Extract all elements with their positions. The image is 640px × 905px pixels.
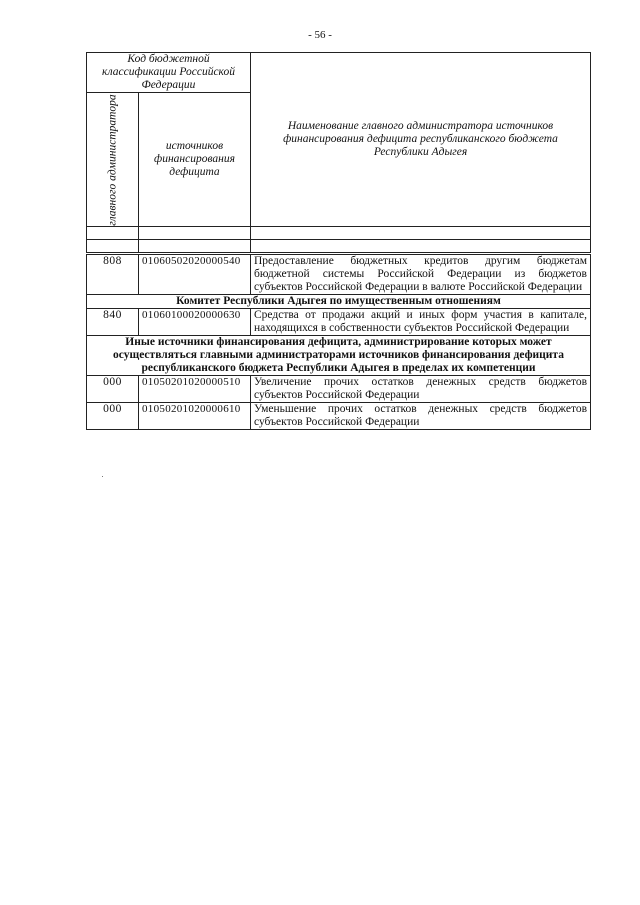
section-row	[87, 295, 591, 309]
budget-classification-table	[86, 52, 591, 430]
header-admin-column	[87, 93, 139, 227]
source-code-cell: 01060502020000540	[139, 254, 251, 295]
section-row	[87, 336, 591, 376]
spacer-cell	[87, 240, 139, 254]
page-number: - 56 -	[308, 29, 332, 41]
section-title-other-sources: Иные источники финансирования дефицита, администрирование которых может осуществляться главными администраторами источников финансирования дефицита республиканского бюджета Республики Адыгея в пределах их компетенции	[87, 336, 591, 376]
header-source-column: источников финансирования дефицита	[139, 93, 251, 227]
spacer-cell	[251, 227, 591, 240]
admin-code-cell: 840	[87, 309, 139, 336]
source-code-cell: 01060100020000630	[139, 309, 251, 336]
admin-code-cell: 000	[87, 376, 139, 403]
description-cell: Уменьшение прочих остатков денежных средств бюджетов субъектов Российской Федерации	[251, 403, 591, 430]
source-code-cell: 01050201020000510	[139, 376, 251, 403]
header-code-group: Код бюджетной классификации Российской Федерации	[87, 53, 251, 93]
header-admin-label: главного администратора	[106, 93, 118, 226]
header-administrator-name: Наименование главного администратора источников финансирования дефицита республиканского бюджета Республики Адыгея	[251, 53, 591, 227]
section-title-committee: Комитет Республики Адыгея по имущественным отношениям	[87, 295, 591, 309]
description-cell: Увеличение прочих остатков денежных средств бюджетов субъектов Российской Федерации	[251, 376, 591, 403]
table-row	[87, 254, 591, 295]
spacer-cell	[87, 227, 139, 240]
table-row	[87, 376, 591, 403]
spacer-cell	[251, 240, 591, 254]
description-cell: Предоставление бюджетных кредитов другим бюджетам бюджетной системы Российской Федерации из бюджетов субъектов Российской Федерации в валюте Российской Федерации	[251, 254, 591, 295]
spacer-cell	[139, 240, 251, 254]
source-code-cell: 01050201020000610	[139, 403, 251, 430]
table-row	[87, 403, 591, 430]
header-row-group	[87, 53, 591, 93]
admin-code-cell: 808	[87, 254, 139, 295]
admin-code-cell: 000	[87, 403, 139, 430]
spacer-row	[87, 240, 591, 254]
table-row	[87, 309, 591, 336]
description-cell: Средства от продажи акций и иных форм участия в капитале, находящихся в собственности субъектов Российской Федерации	[251, 309, 591, 336]
spacer-row	[87, 227, 591, 240]
scan-dot	[102, 476, 103, 477]
spacer-cell	[139, 227, 251, 240]
